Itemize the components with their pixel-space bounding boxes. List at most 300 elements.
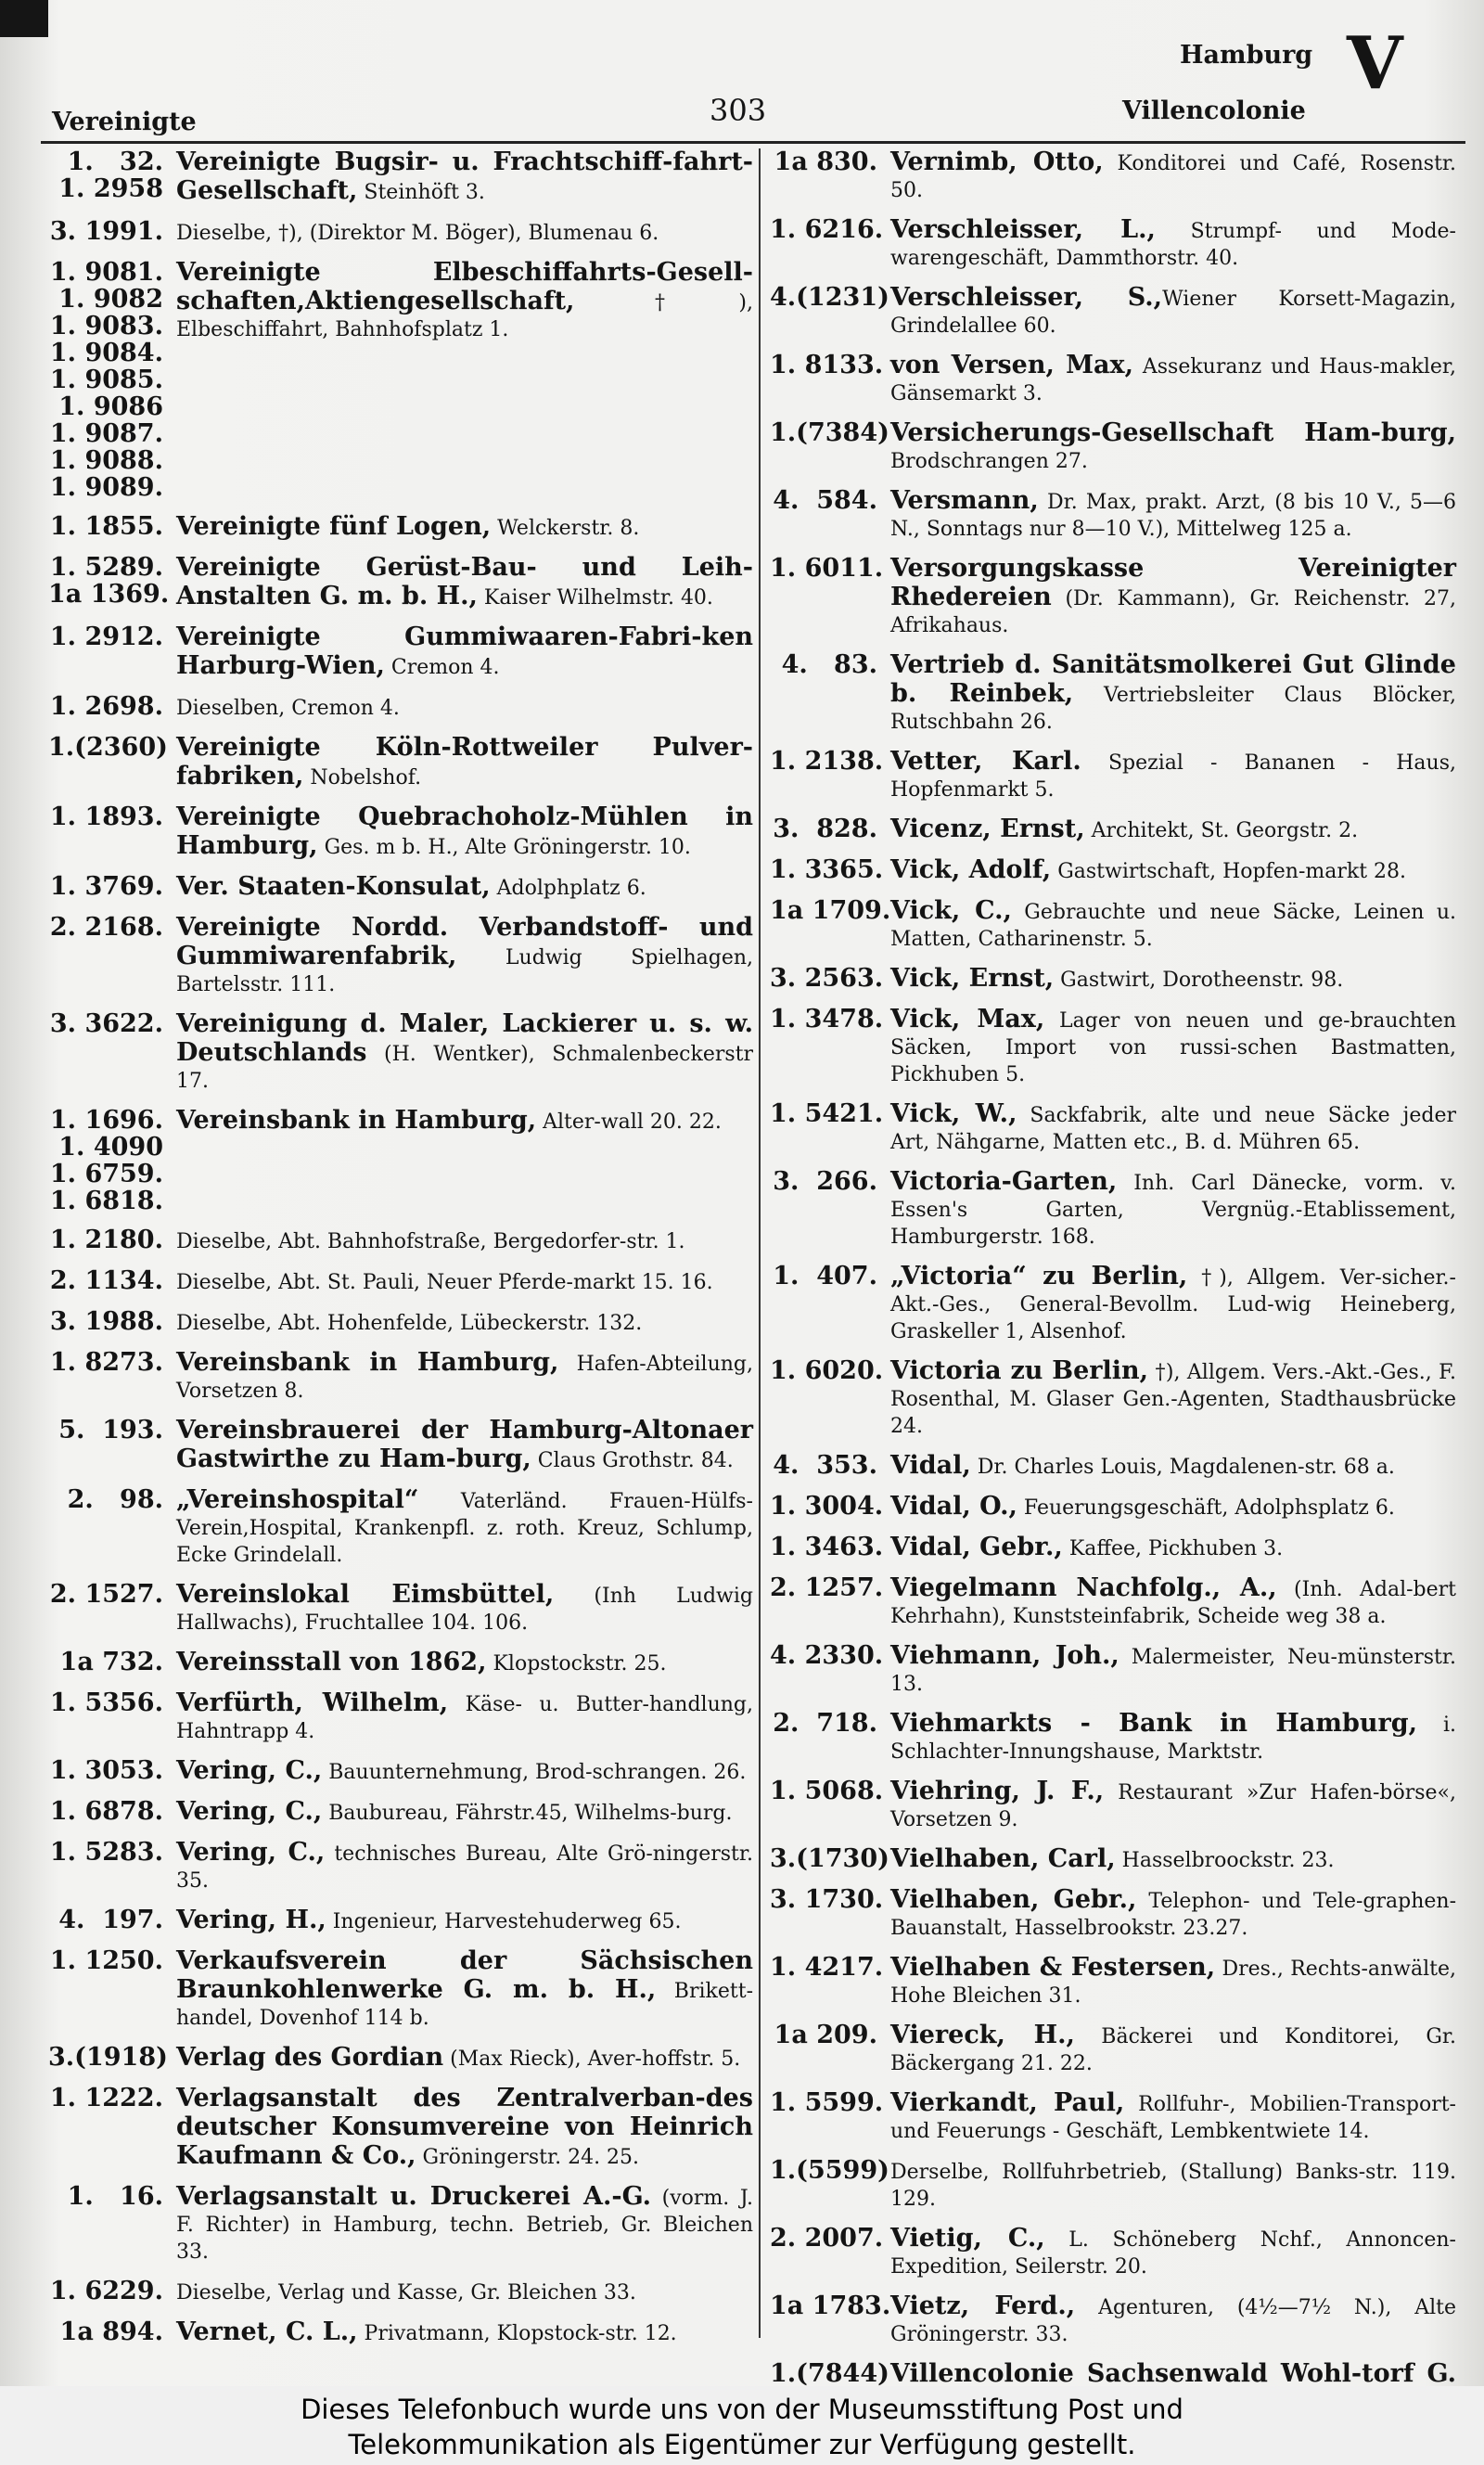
entry-text: [890, 148, 1456, 204]
directory-entry: [48, 2044, 753, 2073]
phone-number: 1.(7384): [770, 418, 889, 447]
entry-name: Vick, W.,: [890, 1099, 1017, 1128]
phone-number: 1a 1709.: [770, 896, 891, 925]
phone-number: 3. 266.: [773, 1167, 877, 1196]
entry-name: Versicherungs-Gesellschaft Ham-burg,: [890, 418, 1456, 447]
entry-text: [176, 259, 753, 501]
entry-name: Victoria-Garten,: [890, 1167, 1118, 1196]
entry-name: Verlagsanstalt u. Druckerei A.-G.: [176, 2182, 652, 2211]
entry-text: [890, 284, 1456, 340]
entry-details: Bauunternehmung, Brod-schrangen. 26.: [322, 1761, 747, 1784]
entry-name: Viehmarkts - Bank in Hamburg,: [890, 1709, 1417, 1738]
entry-details: Kaffee, Pickhuben 3.: [1062, 1537, 1284, 1560]
entry-name: Vering, C.,: [176, 1797, 323, 1826]
entry-text: [176, 2278, 753, 2306]
entry-text: [176, 693, 753, 722]
entry-name: Vertrieb d. Sanitätsmolkerei Gut Glinde b. Reinbek,: [890, 650, 1456, 708]
entry-name: Viereck, H.,: [890, 2021, 1075, 2049]
entry-name: Versorgungskasse Vereinigter Rhedereien: [890, 554, 1456, 611]
entry-text: [176, 623, 753, 681]
entry-text: [890, 1357, 1456, 1440]
entry-text: [890, 1710, 1456, 1765]
directory-entry: [48, 513, 753, 542]
entry-text: [890, 1954, 1456, 2009]
entry-text: [890, 1452, 1456, 1481]
entry-details: Gröningerstr. 24. 25.: [416, 2146, 640, 2169]
entry-details: Ges. m b. H., Alte Gröningerstr. 10.: [317, 836, 691, 859]
entry-text: [176, 2183, 753, 2266]
phone-number: 1. 2698.: [49, 692, 163, 721]
phone-number: 2. 1134.: [49, 1266, 163, 1295]
phone-number: 2. 2168.: [49, 913, 163, 942]
entry-name: Vernet, C. L.,: [176, 2317, 358, 2346]
entry-name: Vering, C.,: [176, 1756, 323, 1785]
phone-number: 1. 3769.: [49, 872, 163, 901]
entry-text: [890, 2157, 1456, 2213]
directory-entry: [770, 1845, 1456, 1874]
directory-entry: [770, 965, 1456, 994]
entry-name: Verlagsanstalt des Zentralverban-des deutscher Konsumvereine von Heinrich Kaufmann & Co.,: [176, 2084, 753, 2170]
footer-line-2: Telekommunikation als Eigentümer zur Verfügung gestellt.: [348, 2429, 1136, 2460]
directory-entry: [770, 2022, 1456, 2077]
directory-entry: [770, 419, 1456, 475]
phone-number: 1. 5356.: [49, 1688, 163, 1717]
entry-name: Vielhaben & Festersen,: [890, 1953, 1216, 1982]
entry-name: Vick, C.,: [890, 896, 1012, 925]
entry-details: Dieselbe, †), (Direktor M. Böger), Blumenau 6.: [176, 222, 659, 245]
entry-details: Wiener Korsett-Magazin, Grindelallee 60.: [890, 288, 1456, 338]
entry-details: Steinhöft 3.: [357, 181, 485, 204]
phone-number: 1.(5599): [770, 2156, 889, 2185]
phone-number: 1. 5599.: [770, 2088, 884, 2117]
entry-text: [176, 1267, 753, 1296]
footer-line-1: Dieses Telefonbuch wurde uns von der Museumsstiftung Post und: [301, 2394, 1183, 2425]
entry-details: Dieselbe, Abt. Hohenfelde, Lübeckerstr. 132.: [176, 1312, 643, 1335]
entry-text: [890, 748, 1456, 803]
phone-number: 1a 732.: [59, 1648, 163, 1676]
entry-text: [890, 651, 1456, 736]
phone-number: 1. 5283.: [49, 1838, 163, 1867]
header-last-keyword: Villencolonie: [1122, 96, 1306, 125]
phone-number: 1a 209.: [774, 2021, 877, 2049]
entry-details: Briketthandel, Dovenhof 114 b.: [176, 1980, 753, 2030]
directory-entry: [770, 2360, 1456, 2386]
directory-entry: [770, 2157, 1456, 2213]
entry-text: [890, 815, 1456, 844]
entry-details: Vaterländ. Frauen-Hülfs-Verein,Hospital, Krankenpfl. z. roth. Kreuz, Schlump, Ecke Grindelall.: [176, 1490, 753, 1567]
phone-number: 1. 6216.: [770, 215, 884, 244]
entry-text: [890, 965, 1456, 994]
entry-name: Victoria zu Berlin,: [890, 1356, 1149, 1385]
entry-details: Dres., Rechts-anwälte, Hohe Bleichen 31.: [890, 1958, 1456, 2008]
entry-details: †), Elbeschiffahrt, Bahnhofsplatz 1.: [176, 291, 753, 341]
entry-text: [176, 2044, 753, 2073]
directory-entry: [48, 218, 753, 247]
directory-entry: [770, 352, 1456, 407]
phone-number: 3. 828.: [773, 815, 877, 843]
phone-number: 1. 6229.: [49, 2277, 163, 2305]
entry-name: Vick, Adolf,: [890, 855, 1052, 884]
phone-number: 1. 1696. 1. 4090 1. 6759. 1. 6818.: [49, 1106, 163, 1215]
entry-details: Konditorei und Café, Rosenstr. 50.: [890, 152, 1456, 202]
entry-name: Vick, Max,: [890, 1005, 1045, 1034]
entry-text: [176, 554, 753, 611]
phone-number: 1. 8273.: [49, 1348, 163, 1377]
entry-text: [176, 1798, 753, 1827]
phone-number: 1. 407.: [773, 1262, 877, 1290]
entry-text: [890, 1006, 1456, 1088]
entry-name: Vietz, Ferd.,: [890, 2292, 1076, 2320]
entry-text: [176, 803, 753, 861]
entry-name: Verschleisser, L.,: [890, 215, 1156, 244]
entry-name: Vereinsstall von 1862,: [176, 1648, 487, 1676]
entry-details: Architekt, St. Georgstr. 2.: [1084, 819, 1359, 842]
directory-entry: [770, 1574, 1456, 1630]
entry-details: Dieselbe, Abt. Bahnhofstraße, Bergedorfer-str. 1.: [176, 1230, 685, 1253]
directory-entry: [770, 815, 1456, 844]
directory-entry: [770, 748, 1456, 803]
phone-number: 1.(7844): [770, 2359, 889, 2386]
phone-number: 4. 197.: [58, 1906, 163, 1934]
entry-text: [890, 1263, 1456, 1345]
entry-details: i. Schlachter-Innungshause, Marktstr.: [890, 1714, 1456, 1764]
entry-details: (Inh Ludwig Hallwachs), Fruchtallee 104. 106.: [176, 1585, 753, 1635]
entry-details: Hasselbroockstr. 23.: [1115, 1849, 1335, 1872]
entry-name: Vering, H.,: [176, 1906, 326, 1934]
entry-text: [890, 2292, 1456, 2348]
entry-details: Assekuranz und Haus-makler, Gänsemarkt 3.: [890, 355, 1456, 405]
directory-entry: [770, 1100, 1456, 1156]
directory-entry: [48, 1649, 753, 1677]
phone-number: 1. 5289. 1a 1369.: [48, 553, 170, 609]
entry-details: Telephon- und Tele-graphen-Bauanstalt, Hasselbrookstr. 23.27.: [890, 1890, 1456, 1940]
entry-details: (H. Wentker), Schmalenbeckerstr 17.: [176, 1043, 753, 1093]
directory-entry: [770, 1954, 1456, 2009]
directory-entry: [770, 1006, 1456, 1088]
entry-details: Ingenieur, Harvestehuderweg 65.: [326, 1910, 682, 1933]
entry-details: (vorm. J. F. Richter) in Hamburg, techn. Betrieb, Gr. Bleichen 33.: [176, 2187, 754, 2264]
phone-number: 3. 1988.: [49, 1307, 163, 1336]
entry-text: [890, 1168, 1456, 1251]
entry-text: [176, 1417, 753, 1474]
entry-text: [890, 2225, 1456, 2280]
phone-number: 1. 32. 1. 2958: [58, 148, 163, 203]
entry-name: Vereinigte Quebrachoholz-Mühlen in Hamburg,: [176, 802, 753, 860]
entry-details: Welckerstr. 8.: [491, 517, 640, 540]
entry-details: Gebrauchte und neue Säcke, Leinen u. Matten, Catharinenstr. 5.: [890, 901, 1456, 951]
directory-entry: [48, 259, 753, 501]
entry-text: [890, 1778, 1456, 1833]
directory-entry: [770, 897, 1456, 953]
entry-text: [176, 1349, 753, 1405]
entry-details: Lager von neuen und ge-brauchten Säcken, Import von russi-schen Bastmatten, Pickhuben 5.: [890, 1009, 1457, 1086]
directory-entry: [770, 2292, 1456, 2348]
entry-name: Vereinigte Gerüst-Bau- und Leih-Anstalten G. m. b. H.,: [176, 553, 753, 610]
entry-name: Verfürth, Wilhelm,: [176, 1688, 449, 1717]
entry-details: Claus Grothstr. 84.: [531, 1449, 734, 1472]
phone-number: 4. 2330.: [770, 1641, 884, 1670]
entry-details: Nobelshof.: [303, 766, 422, 790]
phone-number: 1. 16.: [67, 2182, 163, 2211]
entry-details: Sackfabrik, alte und neue Säcke jeder Art, Nähgarne, Matten etc., B. d. Mühren 65.: [890, 1104, 1456, 1154]
entry-name: Verschleisser, S.,: [890, 283, 1163, 312]
directory-entry: [48, 1907, 753, 1935]
entry-details: Adolphplatz 6.: [490, 877, 646, 900]
entry-name: Vereinigte Elbeschiffahrts-Gesell-schaften,Aktiengesellschaft,: [176, 258, 753, 315]
directory-entry: [48, 2183, 753, 2266]
directory-entry: [770, 1168, 1456, 1251]
directory-entry: [48, 554, 753, 611]
entry-name: Vetter, Karl.: [890, 747, 1081, 776]
directory-entry: [770, 1778, 1456, 1833]
entry-text: [176, 1757, 753, 1786]
entry-name: Vidal,: [890, 1451, 971, 1480]
directory-entry: [770, 1493, 1456, 1521]
phone-number: 1.(2360): [48, 733, 168, 762]
phone-number: 1. 8133.: [770, 351, 884, 379]
entry-text: [890, 1886, 1456, 1942]
entry-details: Dr. Max, prakt. Arzt, (8 bis 10 V., 5—6 N., Sonntags nur 8—10 V.), Mittelweg 125 a.: [890, 491, 1456, 541]
column-divider: [759, 148, 761, 2338]
entry-text: [890, 2089, 1456, 2145]
phone-number: 1. 1222.: [49, 2084, 163, 2112]
entry-name: von Versen, Max,: [890, 351, 1133, 379]
entry-text: [176, 2085, 753, 2171]
header-first-keyword: Vereinigte: [52, 108, 197, 136]
phone-number: 1. 9081. 1. 9082 1. 9083. 1. 9084. 1. 9085. 1. 9086 1. 9087. 1. 9088. 1. 9089.: [49, 258, 163, 502]
entry-name: Vidal, O.,: [890, 1492, 1017, 1521]
entry-details: (Inh. Adal-bert Kehrhahn), Kunststeinfabrik, Scheide weg 38 a.: [890, 1578, 1457, 1628]
entry-text: [176, 2318, 753, 2347]
phone-number: 1. 3053.: [49, 1756, 163, 1785]
phone-number: 1. 2180.: [49, 1226, 163, 1254]
directory-entry: [48, 2085, 753, 2171]
phone-number: 3. 1730.: [770, 1885, 884, 1914]
phone-number: 1. 5421.: [770, 1099, 884, 1128]
entry-details: Gastwirtschaft, Hopfen-markt 28.: [1051, 860, 1407, 883]
entry-name: Vering, C.,: [176, 1838, 326, 1867]
phone-number: 2. 98.: [67, 1485, 163, 1514]
entry-text: [176, 873, 753, 902]
entry-text: [890, 555, 1456, 639]
entry-text: [176, 218, 753, 247]
entry-details: Rollfuhr-, Mobilien-Transport- und Feuerungs - Geschäft, Lembkentwiete 14.: [890, 2093, 1456, 2143]
entry-details: Alter-wall 20. 22.: [536, 1111, 722, 1134]
entry-details: Hafen-Abteilung, Vorsetzen 8.: [176, 1353, 753, 1403]
entry-name: Vereinsbrauerei der Hamburg-Altonaer Gastwirthe zu Ham-burg,: [176, 1416, 753, 1473]
entry-text: [176, 1010, 753, 1095]
entry-details: Dieselbe, Abt. St. Pauli, Neuer Pferde-markt 15. 16.: [176, 1271, 713, 1294]
phone-number: 4. 83.: [781, 650, 877, 679]
phone-number: 2. 1527.: [49, 1580, 163, 1609]
footer-notice: [0, 2386, 1484, 2465]
entry-name: Vereinigung d. Maler, Lackierer u. s. w. Deutschlands: [176, 1009, 753, 1067]
directory-entry: [770, 1452, 1456, 1481]
entry-text: [176, 1689, 753, 1745]
header-rule: [41, 141, 1465, 144]
phone-number: 1a 894.: [59, 2317, 163, 2346]
entry-details: Malermeister, Neu-münsterstr. 13.: [890, 1646, 1456, 1696]
entry-name: Verlag des Gordian: [176, 2043, 444, 2072]
entry-text: [890, 1642, 1456, 1698]
entry-details: Derselbe, Rollfuhrbetrieb, (Stallung) Banks-str. 119. 129.: [890, 2161, 1456, 2211]
entry-details: Inh. Carl Dänecke, vorm. v. Essen's Garten, Vergnüg.-Etablissement, Hamburgerstr. 168.: [890, 1172, 1456, 1249]
section-letter: V: [1347, 21, 1403, 106]
page-number: 303: [710, 93, 767, 128]
entry-details: Dieselben, Cremon 4.: [176, 697, 400, 720]
phone-number: 1. 2912.: [49, 623, 163, 651]
directory-entry: [48, 1308, 753, 1337]
entry-name: Vereinigte Gummiwaaren-Fabri-ken Harburg-Wien,: [176, 623, 753, 680]
page-edge-shadow: [0, 0, 48, 37]
entry-text: [890, 1574, 1456, 1630]
phone-number: 1. 6878.: [49, 1797, 163, 1826]
entry-name: Verkaufsverein der Sächsischen Braunkohlenwerke G. m. b. H.,: [176, 1946, 753, 2004]
phone-number: 2. 718.: [773, 1709, 877, 1738]
entry-name: Vereinsbank in Hamburg,: [176, 1106, 537, 1135]
entry-name: Vielhaben, Gebr.,: [890, 1885, 1137, 1914]
phone-number: 1. 3365.: [770, 855, 884, 884]
entry-text: [176, 734, 753, 791]
phone-number: 1a 1783.: [770, 2292, 891, 2320]
entry-details: Strumpf- und Mode-warengeschäft, Dammthorstr. 40.: [890, 220, 1456, 270]
entry-text: [890, 216, 1456, 272]
phone-number: 4.(1231): [770, 283, 889, 312]
directory-entry: [770, 856, 1456, 885]
directory-entry: [48, 1226, 753, 1255]
entry-details: Kaiser Wilhelmstr. 40.: [477, 586, 713, 610]
directory-entry: [48, 1689, 753, 1745]
entry-text: [176, 1107, 753, 1214]
directory-entry: [770, 1642, 1456, 1698]
entry-text: [176, 1486, 753, 1569]
entry-details: †), Allgem. Ver-sicher.-Akt.-Ges., General-Bevollm. Lud-wig Heineberg, Graskeller 1, Alsenhof.: [890, 1266, 1456, 1343]
entry-text: [176, 1947, 753, 2032]
directory-entry: [770, 1710, 1456, 1765]
phone-number: 1. 4217.: [770, 1953, 884, 1982]
entry-name: Ver. Staaten-Konsulat,: [176, 872, 491, 901]
directory-entry: [48, 623, 753, 681]
directory-entry: [770, 555, 1456, 639]
entry-details: Privatmann, Klopstock-str. 12.: [357, 2322, 677, 2345]
entry-text: [890, 352, 1456, 407]
entry-details: L. Schöneberg Nchf., Annoncen-Expedition, Seilerstr. 20.: [890, 2228, 1456, 2279]
entry-details: †), Allgem. Vers.-Akt.-Ges., F. Rosenthal, M. Glaser Gen.-Agenten, Stadthausbrücke 24.: [890, 1361, 1456, 1438]
phone-number: 3. 2563.: [770, 964, 884, 993]
directory-entry: [48, 1839, 753, 1894]
directory-entry: [48, 1349, 753, 1405]
phone-number: 1. 6020.: [770, 1356, 884, 1385]
directory-entry: [48, 1947, 753, 2032]
directory-entry: [770, 2225, 1456, 2280]
phone-number: 4. 584.: [773, 486, 877, 515]
entry-details: Cremon 4.: [384, 656, 500, 679]
phone-number: 1. 1893.: [49, 802, 163, 831]
entry-name: Viehmann, Joh.,: [890, 1641, 1119, 1670]
entry-text: [890, 856, 1456, 885]
phone-number: 1a 830.: [774, 148, 877, 176]
left-column: [48, 148, 753, 2359]
entry-details: Käse- u. Butter-handlung, Hahntrapp 4.: [176, 1693, 753, 1743]
entry-text: [890, 897, 1456, 953]
entry-details: Ludwig Spielhagen, Bartelsstr. 111.: [176, 946, 753, 996]
entry-name: Vereinigte Nordd. Verbandstoff- und Gummiwarenfabrik,: [176, 913, 753, 970]
directory-entry: [48, 1010, 753, 1095]
header-city: Hamburg: [1180, 41, 1313, 70]
entry-text: [890, 1534, 1456, 1562]
entry-text: [176, 914, 753, 998]
directory-entry: [770, 216, 1456, 272]
entry-name: „Vereinshospital“: [176, 1485, 419, 1514]
entry-text: [176, 1907, 753, 1935]
entry-details: (Dr. Kammann), Gr. Reichenstr. 27, Afrikahaus.: [890, 587, 1456, 637]
entry-details: Gastwirt, Dorotheenstr. 98.: [1054, 969, 1344, 992]
entry-name: Vierkandt, Paul,: [890, 2088, 1125, 2117]
entry-details: Feuerungsgeschäft, Adolphsplatz 6.: [1017, 1496, 1395, 1520]
directory-entry: [48, 1757, 753, 1786]
entry-text: [176, 1649, 753, 1677]
directory-entry: [770, 1886, 1456, 1942]
entry-details: Brodschrangen 27.: [890, 450, 1088, 473]
entry-details: Vertriebsleiter Claus Blöcker, Rutschbahn 26.: [890, 684, 1456, 734]
entry-name: Vicenz, Ernst,: [890, 815, 1085, 843]
entry-details: technisches Bureau, Alte Grö-ningerstr. 35.: [176, 1842, 753, 1893]
right-column: [770, 148, 1456, 2386]
directory-entry: [48, 1107, 753, 1214]
directory-entry: [48, 693, 753, 722]
entry-text: [176, 148, 753, 206]
entry-text: [890, 2360, 1456, 2386]
directory-entry: [770, 1263, 1456, 1345]
directory-entry: [770, 2089, 1456, 2145]
directory-entry: [48, 914, 753, 998]
entry-name: Vidal, Gebr.,: [890, 1533, 1063, 1561]
phone-number: 5. 193.: [58, 1416, 163, 1444]
entry-name: Vielhaben, Carl,: [890, 1844, 1116, 1873]
directory-entry: [48, 1798, 753, 1827]
phone-number: 1. 3478.: [770, 1005, 884, 1034]
entry-details: Baubureau, Fährstr.45, Wilhelms-burg.: [322, 1802, 733, 1825]
entry-name: Viegelmann Nachfolg., A.,: [890, 1573, 1277, 1602]
directory-entry: [770, 1357, 1456, 1440]
entry-name: Vick, Ernst,: [890, 964, 1055, 993]
phone-number: 1. 3004.: [770, 1492, 884, 1521]
entry-details: Agenturen, (4½—7½ N.), Alte Gröningerstr. 33.: [890, 2296, 1456, 2346]
directory-entry: [48, 2278, 753, 2306]
entry-text: [890, 419, 1456, 475]
directory-entry: [770, 148, 1456, 204]
entry-name: Vernimb, Otto,: [890, 148, 1104, 176]
entry-details: Klopstockstr. 25.: [486, 1652, 667, 1675]
directory-entry: [48, 734, 753, 791]
entry-text: [890, 1493, 1456, 1521]
directory-entry: [48, 1267, 753, 1296]
phone-number: 1. 3463.: [770, 1533, 884, 1561]
entry-text: [176, 1839, 753, 1894]
entry-text: [176, 1308, 753, 1337]
phone-number: 2. 1257.: [770, 1573, 884, 1602]
directory-entry: [770, 284, 1456, 340]
phone-number: 3. 1991.: [49, 217, 163, 246]
entry-details: Dr. Charles Louis, Magdalenen-str. 68 a.: [970, 1456, 1395, 1479]
entry-details: Dieselbe, Verlag und Kasse, Gr. Bleichen 33.: [176, 2281, 636, 2305]
directory-entry: [770, 487, 1456, 543]
phone-number: 2. 2007.: [770, 2224, 884, 2253]
phone-number: 1. 2138.: [770, 747, 884, 776]
entry-details: Bäckerei und Konditorei, Gr. Bäckergang 21. 22.: [890, 2025, 1456, 2075]
entry-name: Viehring, J. F.,: [890, 1777, 1105, 1805]
entry-text: [890, 487, 1456, 543]
